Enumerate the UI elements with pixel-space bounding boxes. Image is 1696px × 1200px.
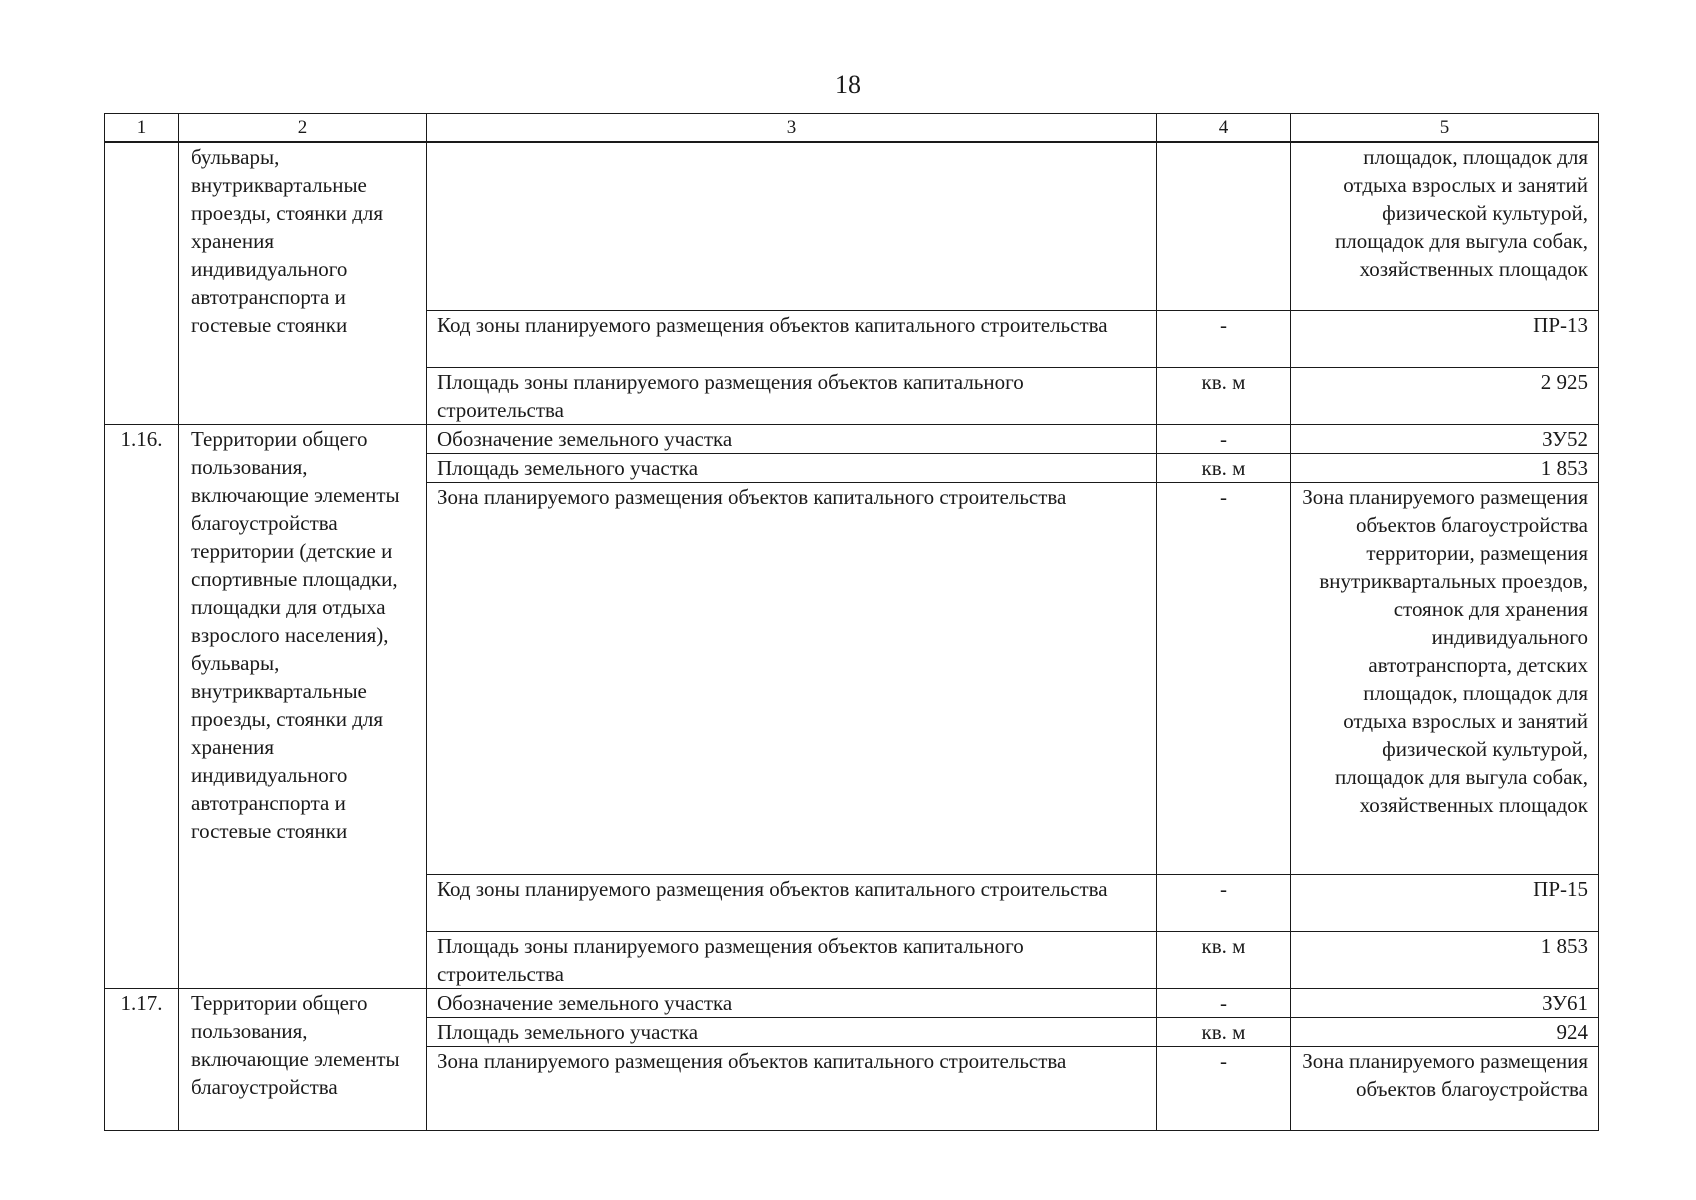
value-cell: площадок, площадок для отдыха взрослых и занятий физической культурой, площадок для выгула собак, хозяйственных площадок bbox=[1291, 142, 1599, 310]
unit-cell: кв. м bbox=[1157, 1017, 1291, 1046]
header-cell-1: 1 bbox=[105, 114, 179, 143]
table-row bbox=[105, 142, 1599, 310]
header-cell-5: 5 bbox=[1291, 114, 1599, 143]
parameter-cell: Код зоны планируемого размещения объектов капитального строительства bbox=[427, 310, 1157, 367]
parameter-cell: Площадь земельного участка bbox=[427, 453, 1157, 482]
value-cell: 1 853 bbox=[1291, 931, 1599, 988]
parameter-cell: Код зоны планируемого размещения объектов капитального строительства bbox=[427, 874, 1157, 931]
value-cell: ЗУ52 bbox=[1291, 424, 1599, 453]
value-cell: Зона планируемого размещения объектов благоустройства bbox=[1291, 1046, 1599, 1130]
object-description-cell: Территории общего пользования, включающие элементы благоустройства bbox=[179, 988, 427, 1130]
header-cell-2: 2 bbox=[179, 114, 427, 143]
page-number: 18 bbox=[835, 70, 861, 99]
object-description-cell: Территории общего пользования, включающие элементы благоустройства территории (детские и спортивные площадки, площадки для отдыха взрослого населения), бульвары, внутриквартальные проезды, стоянки для хранения индивидуального автотранспорта и гостевые стоянки bbox=[179, 424, 427, 988]
value-cell: ЗУ61 bbox=[1291, 988, 1599, 1017]
parameter-cell: Площадь земельного участка bbox=[427, 1017, 1157, 1046]
value-cell: ПР-15 bbox=[1291, 874, 1599, 931]
row-number-cell bbox=[105, 142, 179, 424]
parameter-cell: Зона планируемого размещения объектов капитального строительства bbox=[427, 1046, 1157, 1130]
unit-cell: - bbox=[1157, 424, 1291, 453]
unit-cell: кв. м bbox=[1157, 367, 1291, 424]
parameter-cell: Площадь зоны планируемого размещения объектов капитального строительства bbox=[427, 367, 1157, 424]
parameter-cell: Обозначение земельного участка bbox=[427, 424, 1157, 453]
unit-cell: - bbox=[1157, 310, 1291, 367]
row-number-cell: 1.17. bbox=[105, 988, 179, 1130]
header-cell-4: 4 bbox=[1157, 114, 1291, 143]
table-header-row bbox=[105, 114, 1599, 143]
object-description-cell: бульвары, внутриквартальные проезды, стоянки для хранения индивидуального автотранспорта и гостевые стоянки bbox=[179, 142, 427, 424]
unit-cell: кв. м bbox=[1157, 931, 1291, 988]
unit-cell: кв. м bbox=[1157, 453, 1291, 482]
parameters-table bbox=[104, 113, 1599, 1131]
row-number-cell: 1.16. bbox=[105, 424, 179, 988]
value-cell: 924 bbox=[1291, 1017, 1599, 1046]
table-row bbox=[105, 988, 1599, 1017]
unit-cell: - bbox=[1157, 1046, 1291, 1130]
unit-cell: - bbox=[1157, 874, 1291, 931]
table-row bbox=[105, 424, 1599, 453]
value-cell: Зона планируемого размещения объектов благоустройства территории, размещения внутриквартальных проездов, стоянок для хранения индивидуального автотранспорта, детских площадок, площадок для отдыха взрослых и занятий физической культурой, площадок для выгула собак, хозяйственных площадок bbox=[1291, 482, 1599, 874]
header-cell-3: 3 bbox=[427, 114, 1157, 143]
value-cell: 1 853 bbox=[1291, 453, 1599, 482]
parameter-cell: Площадь зоны планируемого размещения объектов капитального строительства bbox=[427, 931, 1157, 988]
parameter-cell: Обозначение земельного участка bbox=[427, 988, 1157, 1017]
unit-cell bbox=[1157, 142, 1291, 310]
parameter-cell bbox=[427, 142, 1157, 310]
value-cell: ПР-13 bbox=[1291, 310, 1599, 367]
parameter-cell: Зона планируемого размещения объектов капитального строительства bbox=[427, 482, 1157, 874]
unit-cell: - bbox=[1157, 988, 1291, 1017]
unit-cell: - bbox=[1157, 482, 1291, 874]
value-cell: 2 925 bbox=[1291, 367, 1599, 424]
